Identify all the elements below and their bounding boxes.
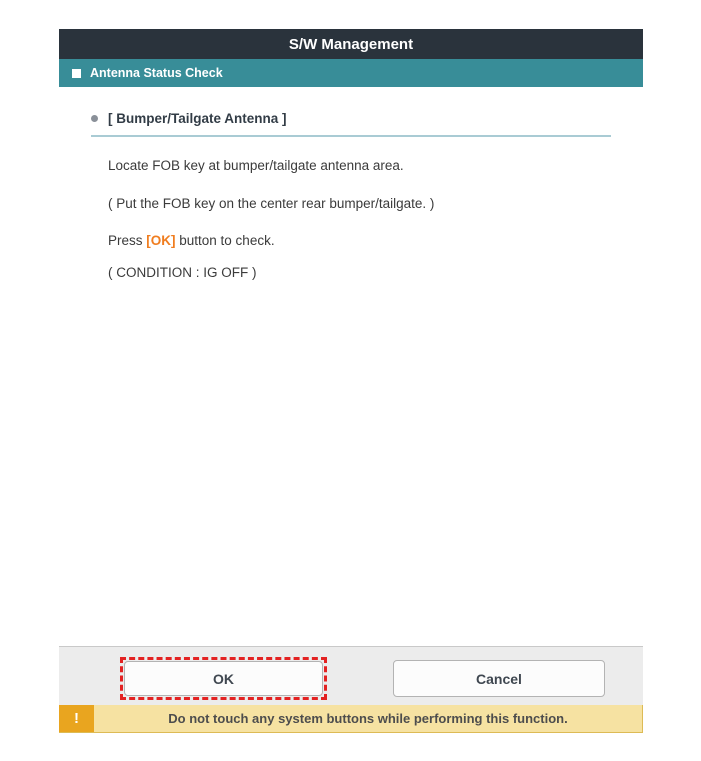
instruction-line-3 [108,233,275,248]
ok-highlight-text: [OK] [146,233,176,248]
instruction-line-4: ( CONDITION : IG OFF ) [108,265,257,280]
sw-management-window [59,29,643,733]
section-header-label: Antenna Status Check [90,66,223,80]
warning-bar [59,705,643,733]
warning-message: Do not touch any system buttons while performing this function. [168,711,568,726]
window-title: S/W Management [288,35,414,53]
section-title: [ Bumper/Tailgate Antenna ] [108,111,287,126]
instruction-line-1: Locate FOB key at bumper/tailgate antenna area. [108,158,404,173]
warning-exclamation-icon: ! [59,705,94,732]
instruction-line-3-prefix: Press [108,233,147,248]
square-bullet-icon [72,69,81,78]
button-bar [59,646,643,705]
content-area [59,87,643,646]
ok-button-focus-highlight [120,657,327,700]
circle-bullet-icon [91,115,98,122]
window-title-bar [59,29,643,59]
ok-button[interactable]: OK [124,661,323,696]
section-header-bar [59,59,643,87]
instruction-line-2: ( Put the FOB key on the center rear bumper/tailgate. ) [108,196,435,211]
cancel-button[interactable]: Cancel [393,660,605,697]
instruction-line-3-suffix: button to check. [175,233,275,248]
section-heading [91,111,611,137]
